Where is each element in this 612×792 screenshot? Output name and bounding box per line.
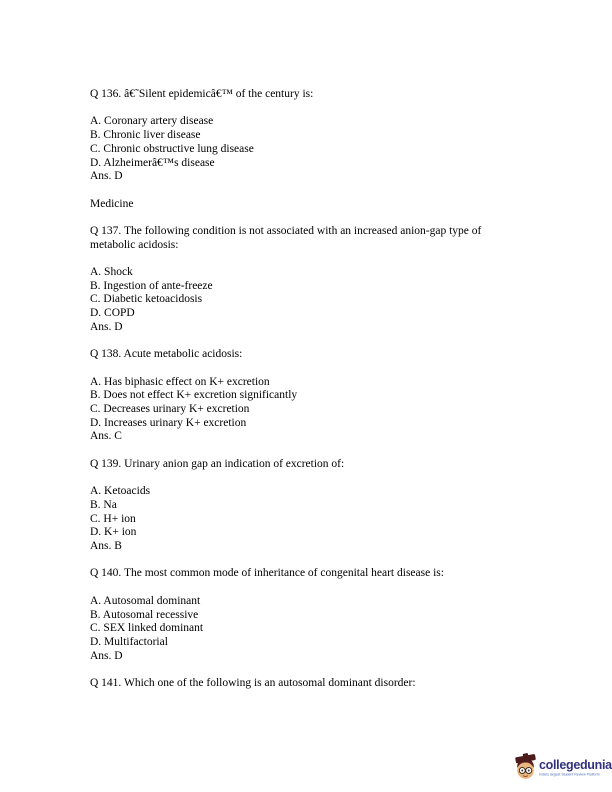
option-line: A. Has biphasic effect on K+ excretion [90, 375, 270, 388]
graduate-mascot-icon [515, 753, 536, 786]
option-line: D. Alzheimerâ€™s disease [90, 156, 215, 169]
question-block [90, 88, 524, 184]
answer-line: Ans. D [90, 170, 123, 183]
question-block [90, 567, 524, 663]
options-list [90, 485, 524, 554]
question-block [90, 458, 524, 554]
option-line: B. Na [90, 498, 117, 511]
question-block [90, 198, 524, 335]
logo-text-group [539, 759, 612, 779]
options-list [90, 595, 524, 664]
answer-line: Ans. D [90, 320, 123, 333]
option-line: C. SEX linked dominant [90, 622, 204, 635]
option-line: A. Ketoacids [90, 485, 151, 498]
collegedunia-wordmark: collegedunia [539, 758, 612, 772]
option-line: D. Multifactorial [90, 635, 168, 648]
option-line: A. Shock [90, 266, 133, 279]
option-line: C. Diabetic ketoacidosis [90, 293, 203, 306]
collegedunia-logo[interactable] [515, 752, 612, 786]
answer-line: Ans. D [90, 649, 123, 662]
option-line: C. Decreases urinary K+ excretion [90, 403, 250, 416]
questions-content [90, 88, 524, 704]
option-line: D. COPD [90, 307, 135, 320]
answer-line: Ans. C [90, 430, 122, 443]
question-line: Q 137. The following condition is not associated with an increased anion-gap type of [90, 224, 482, 237]
question-line: metabolic acidosis: [90, 238, 179, 251]
option-line: B. Chronic liver disease [90, 129, 201, 142]
option-line: D. K+ ion [90, 526, 137, 539]
question-text [90, 225, 524, 252]
question-text [90, 88, 524, 102]
option-line: B. Autosomal recessive [90, 608, 199, 621]
option-line: C. Chronic obstructive lung disease [90, 142, 254, 155]
question-line: Q 139. Urinary anion gap an indication of excretion of: [90, 457, 345, 470]
question-block [90, 677, 524, 691]
collegedunia-tagline: India's largest Student Review Platform [539, 773, 600, 777]
category-label: Medicine [90, 197, 134, 210]
question-text [90, 567, 524, 581]
question-line: Q 138. Acute metabolic acidosis: [90, 348, 243, 361]
option-line: B. Does not effect K+ excretion significantly [90, 389, 298, 402]
question-line: Q 136. â€˜Silent epidemicâ€™ of the century is: [90, 88, 314, 100]
question-line: Q 140. The most common mode of inheritance of congenital heart disease is: [90, 567, 444, 580]
option-line: A. Coronary artery disease [90, 115, 214, 128]
question-block [90, 348, 524, 444]
option-line: D. Increases urinary K+ excretion [90, 416, 247, 429]
question-text [90, 677, 524, 691]
question-text [90, 458, 524, 472]
options-list [90, 115, 524, 184]
option-line: A. Autosomal dominant [90, 594, 201, 607]
question-line: Q 141. Which one of the following is an autosomal dominant disorder: [90, 677, 416, 690]
answer-line: Ans. B [90, 540, 122, 553]
options-list [90, 266, 524, 335]
option-line: C. H+ ion [90, 512, 136, 525]
options-list [90, 376, 524, 445]
option-line: B. Ingestion of ante-freeze [90, 279, 213, 292]
question-text [90, 348, 524, 362]
